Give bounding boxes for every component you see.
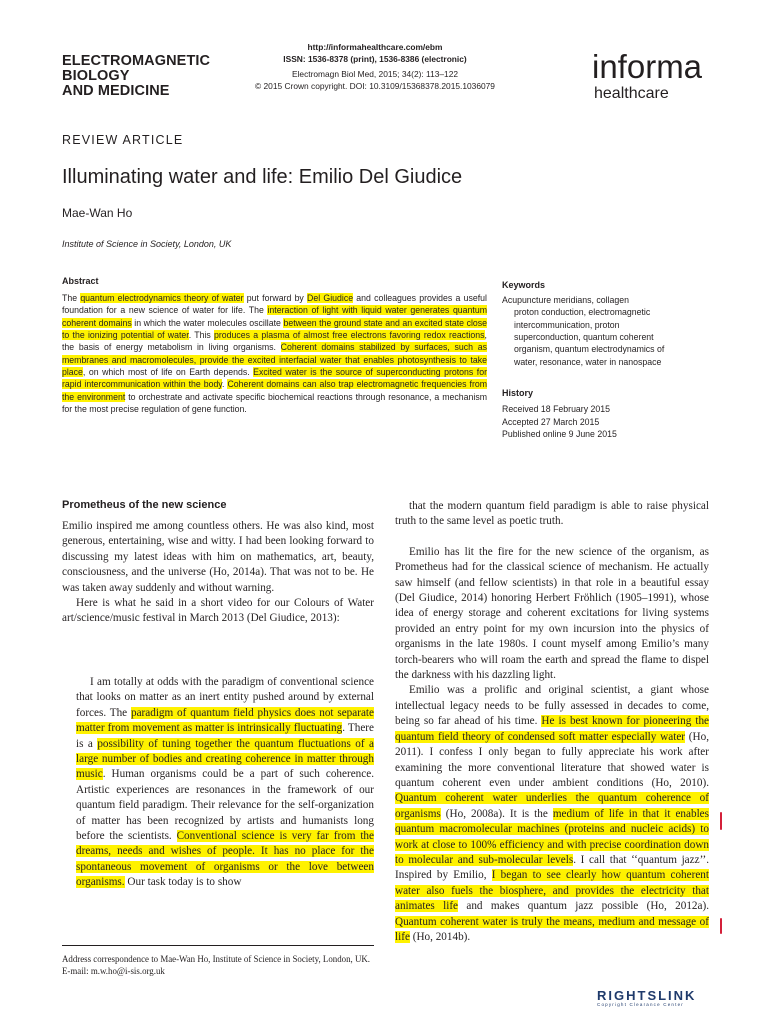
pen-mark <box>720 812 722 830</box>
body-paragraph <box>395 683 709 945</box>
journal-citation: Electromagn Biol Med, 2015; 34(2): 113–122 <box>291 69 459 79</box>
left-column <box>62 519 374 627</box>
text-run: to orchestrate and activate specific biochemical reactions through resonance, a mechanism for the most precise regulation of gene function. <box>62 391 487 415</box>
rightslink-name: RIGHTSLINK <box>597 988 697 1003</box>
keywords-line: superconduction, quantum coherent <box>514 332 654 343</box>
highlighted-text: between the ground state and an excited state close to the ionizing potential of water <box>62 317 487 341</box>
highlighted-text: Coherent domains stabilized by surfaces, such as membranes and macromolecules, provide the excited interfacial water that enables photosynthesis to take place <box>62 342 487 378</box>
text-run: The <box>62 293 81 303</box>
body-paragraph <box>62 596 374 627</box>
keywords-line: proton conduction, electromagnetic <box>514 307 651 318</box>
body-paragraph <box>62 519 374 596</box>
journal-meta <box>250 42 500 92</box>
text-run: (Ho, 2014b). <box>409 930 471 943</box>
body-paragraph <box>395 499 709 530</box>
text-run: . <box>222 379 228 390</box>
text-run: put forward by <box>243 293 308 303</box>
article-title: Illuminating water and life: Emilio Del Giudice <box>62 166 463 188</box>
keywords-list <box>502 294 712 368</box>
highlighted-text: Excited water is the source of superconducting protons for rapid intercommunication within the body <box>62 367 487 390</box>
journal-title <box>62 54 252 99</box>
rightslink-logo[interactable] <box>597 988 696 1007</box>
highlighted-text: He is best known for pioneering the quantum field theory of condensed soft matter especially water <box>395 715 710 743</box>
keywords-line: Acupuncture meridians, collagen <box>502 295 629 305</box>
highlighted-text: Quantum coherent water underlies the quantum coherence of organisms <box>395 792 709 820</box>
text-run: . There is a <box>76 722 374 750</box>
journal-title-line-1: ELECTROMAGNETIC <box>62 53 211 69</box>
highlighted-text: Quantum coherent water is truly the means, medium and message of life <box>395 915 709 943</box>
rightslink-tagline: Copyright Clearance Center <box>597 1002 684 1007</box>
text-run: Emilio was a prolific and original scientist, a giant whose intellectual legacy needs to be fully assessed in decades to come, being so far ahead of his time. <box>395 684 709 728</box>
highlighted-text: produces a plasma of almost free electrons favoring redox reactions <box>214 330 485 341</box>
history-published: Published online 9 June 2015 <box>502 429 617 439</box>
highlighted-text: medium of life in that it enables quantum macromolecular machines (proteins and nucleic acids) to work at close to 100% efficiency and with precise coordination down to molecular and sub-molecular levels <box>395 807 709 866</box>
text-run: , on which most of life on Earth depends. <box>82 367 254 378</box>
journal-copyright: © 2015 Crown copyright. DOI: 10.3109/15368378.2015.1036079 <box>255 80 495 91</box>
highlighted-text: quantum electrodynamics theory of water <box>80 293 244 303</box>
keywords-line: water, resonance, water in nanospace <box>514 356 662 367</box>
history-accepted: Accepted 27 March 2015 <box>502 416 600 427</box>
highlighted-text: I began to see clearly how quantum coherent water also fuels the biosphere, and provides the electricity that animates life <box>395 869 709 913</box>
journal-title-line-3: AND MEDICINE <box>62 83 170 99</box>
block-quote <box>76 675 374 891</box>
body-paragraph <box>395 545 709 684</box>
highlighted-text: possibility of tuning together the quantum fluctuations of a large number of bodies and creating coherence in matter through music <box>76 737 374 781</box>
keywords-line: organism, quantum electrodynamics of <box>514 344 665 355</box>
highlighted-text: Conventional science is very far from the dreams, needs and wishes of people. It has no place for the spontaneous movement of organisms or the love between organisms. <box>76 830 374 889</box>
publisher-logo <box>592 50 702 104</box>
pen-mark <box>720 918 722 934</box>
highlighted-text: paradigm of quantum field physics does not separate matter from movement as matter is intrinsically fluctuating <box>76 706 374 735</box>
publisher-sub: healthcare <box>594 85 669 102</box>
text-run: (Ho, 2008a). It is the <box>440 807 553 820</box>
right-column <box>395 499 709 945</box>
journal-title-line-2: BIOLOGY <box>62 68 130 84</box>
keywords-heading: Keywords <box>502 280 546 290</box>
abstract-body <box>62 292 487 415</box>
text-run: Emilio inspired me among countless others. He was also kind, most generous, entertaining, wise and witty. I had been looking forward to discussing my latest ideas with him on mathematics, art, beauty, consciousness, and the universe (Ho, 2014a). That was not to be. He was taken away suddenly and without warning. <box>62 520 374 594</box>
journal-url[interactable]: http://informahealthcare.com/ebm <box>307 42 443 52</box>
text-run: and colleagues provides a useful foundation for a new science of water for life. The <box>62 293 487 316</box>
text-run: Our task today is to show <box>124 876 242 889</box>
text-run: Here is what he said in a short video for our Colours of Water art/science/music festival in March 2013 (Del Giudice, 2013): <box>62 597 374 625</box>
history-received: Received 18 February 2015 <box>502 404 610 414</box>
text-run: and makes quantum jazz possible (Ho, 2012a). <box>458 900 709 913</box>
highlighted-text: Del Giudice <box>307 293 354 303</box>
highlighted-text: Coherent domains can also trap electromagnetic frequencies from the environment <box>62 379 488 402</box>
text-run: in which the water molecules oscillate <box>131 317 284 328</box>
correspondence-footnote: Address correspondence to Mae-Wan Ho, Institute of Science in Society, London, UK. E-mail: m.w.ho@i-sis.org.uk <box>62 954 371 977</box>
article-type: REVIEW ARTICLE <box>62 133 184 147</box>
section-heading: Prometheus of the new science <box>62 499 227 511</box>
history-heading: History <box>502 388 534 398</box>
text-run: . Human organisms could be a part of such coherence. Artistic experiences are resonances in the framework of our quantum field paradigm. Their relevance for the self-organization of matter has been recognized by artists and humanists long before the scientists. <box>76 768 374 843</box>
text-run: . I call that ‘‘quantum jazz’’. Inspired by Emilio, <box>395 853 709 882</box>
text-run: I am totally at odds with the paradigm of conventional science that looks on matter as an inert entity pushed around by external forces. The <box>76 676 374 719</box>
text-run: (Ho, 2011). I confess I only began to fully appreciate his work after examining the more conventional literature that showed water is quantum coherent even under ambient conditions (Ho, 2010). <box>395 730 709 789</box>
highlighted-text: interaction of light with liquid water generates quantum coherent domains <box>62 305 487 328</box>
quote-paragraph <box>76 675 374 891</box>
text-run: Emilio has lit the fire for the new science of the organism, as Prometheus had for the classical science of mechanism. He actually saw himself (and fellow scientists) in that role in a beautiful essay (Del Giudice, 2014) honoring Herbert Fröhlich (1905–1991), whose idea of energy storage and coherent excitations for living systems provided an entry point for my own incursion into the physics of organisms in the late 1980s. I count myself among Emilio’s many torch-bearers who will roam the earth and spread the flame to dispel the darkness with his dazzling light. <box>395 545 709 682</box>
text-run: . This <box>188 330 215 341</box>
abstract-heading: Abstract <box>62 276 99 286</box>
footnote-divider <box>62 945 374 946</box>
publisher-word: informa <box>592 48 703 85</box>
history-list <box>502 403 617 441</box>
text-run: , the basis of energy metabolism in living organisms. <box>62 330 487 353</box>
text-run: that the modern quantum field paradigm is able to raise physical truth to the same level as poetic truth. <box>395 500 709 528</box>
journal-issn: ISSN: 1536-8378 (print), 1536-8386 (electronic) <box>283 53 467 64</box>
keywords-line: intercommunication, proton <box>514 319 620 330</box>
article-author: Mae-Wan Ho <box>62 206 133 220</box>
article-affiliation: Institute of Science in Society, London, UK <box>62 239 232 249</box>
